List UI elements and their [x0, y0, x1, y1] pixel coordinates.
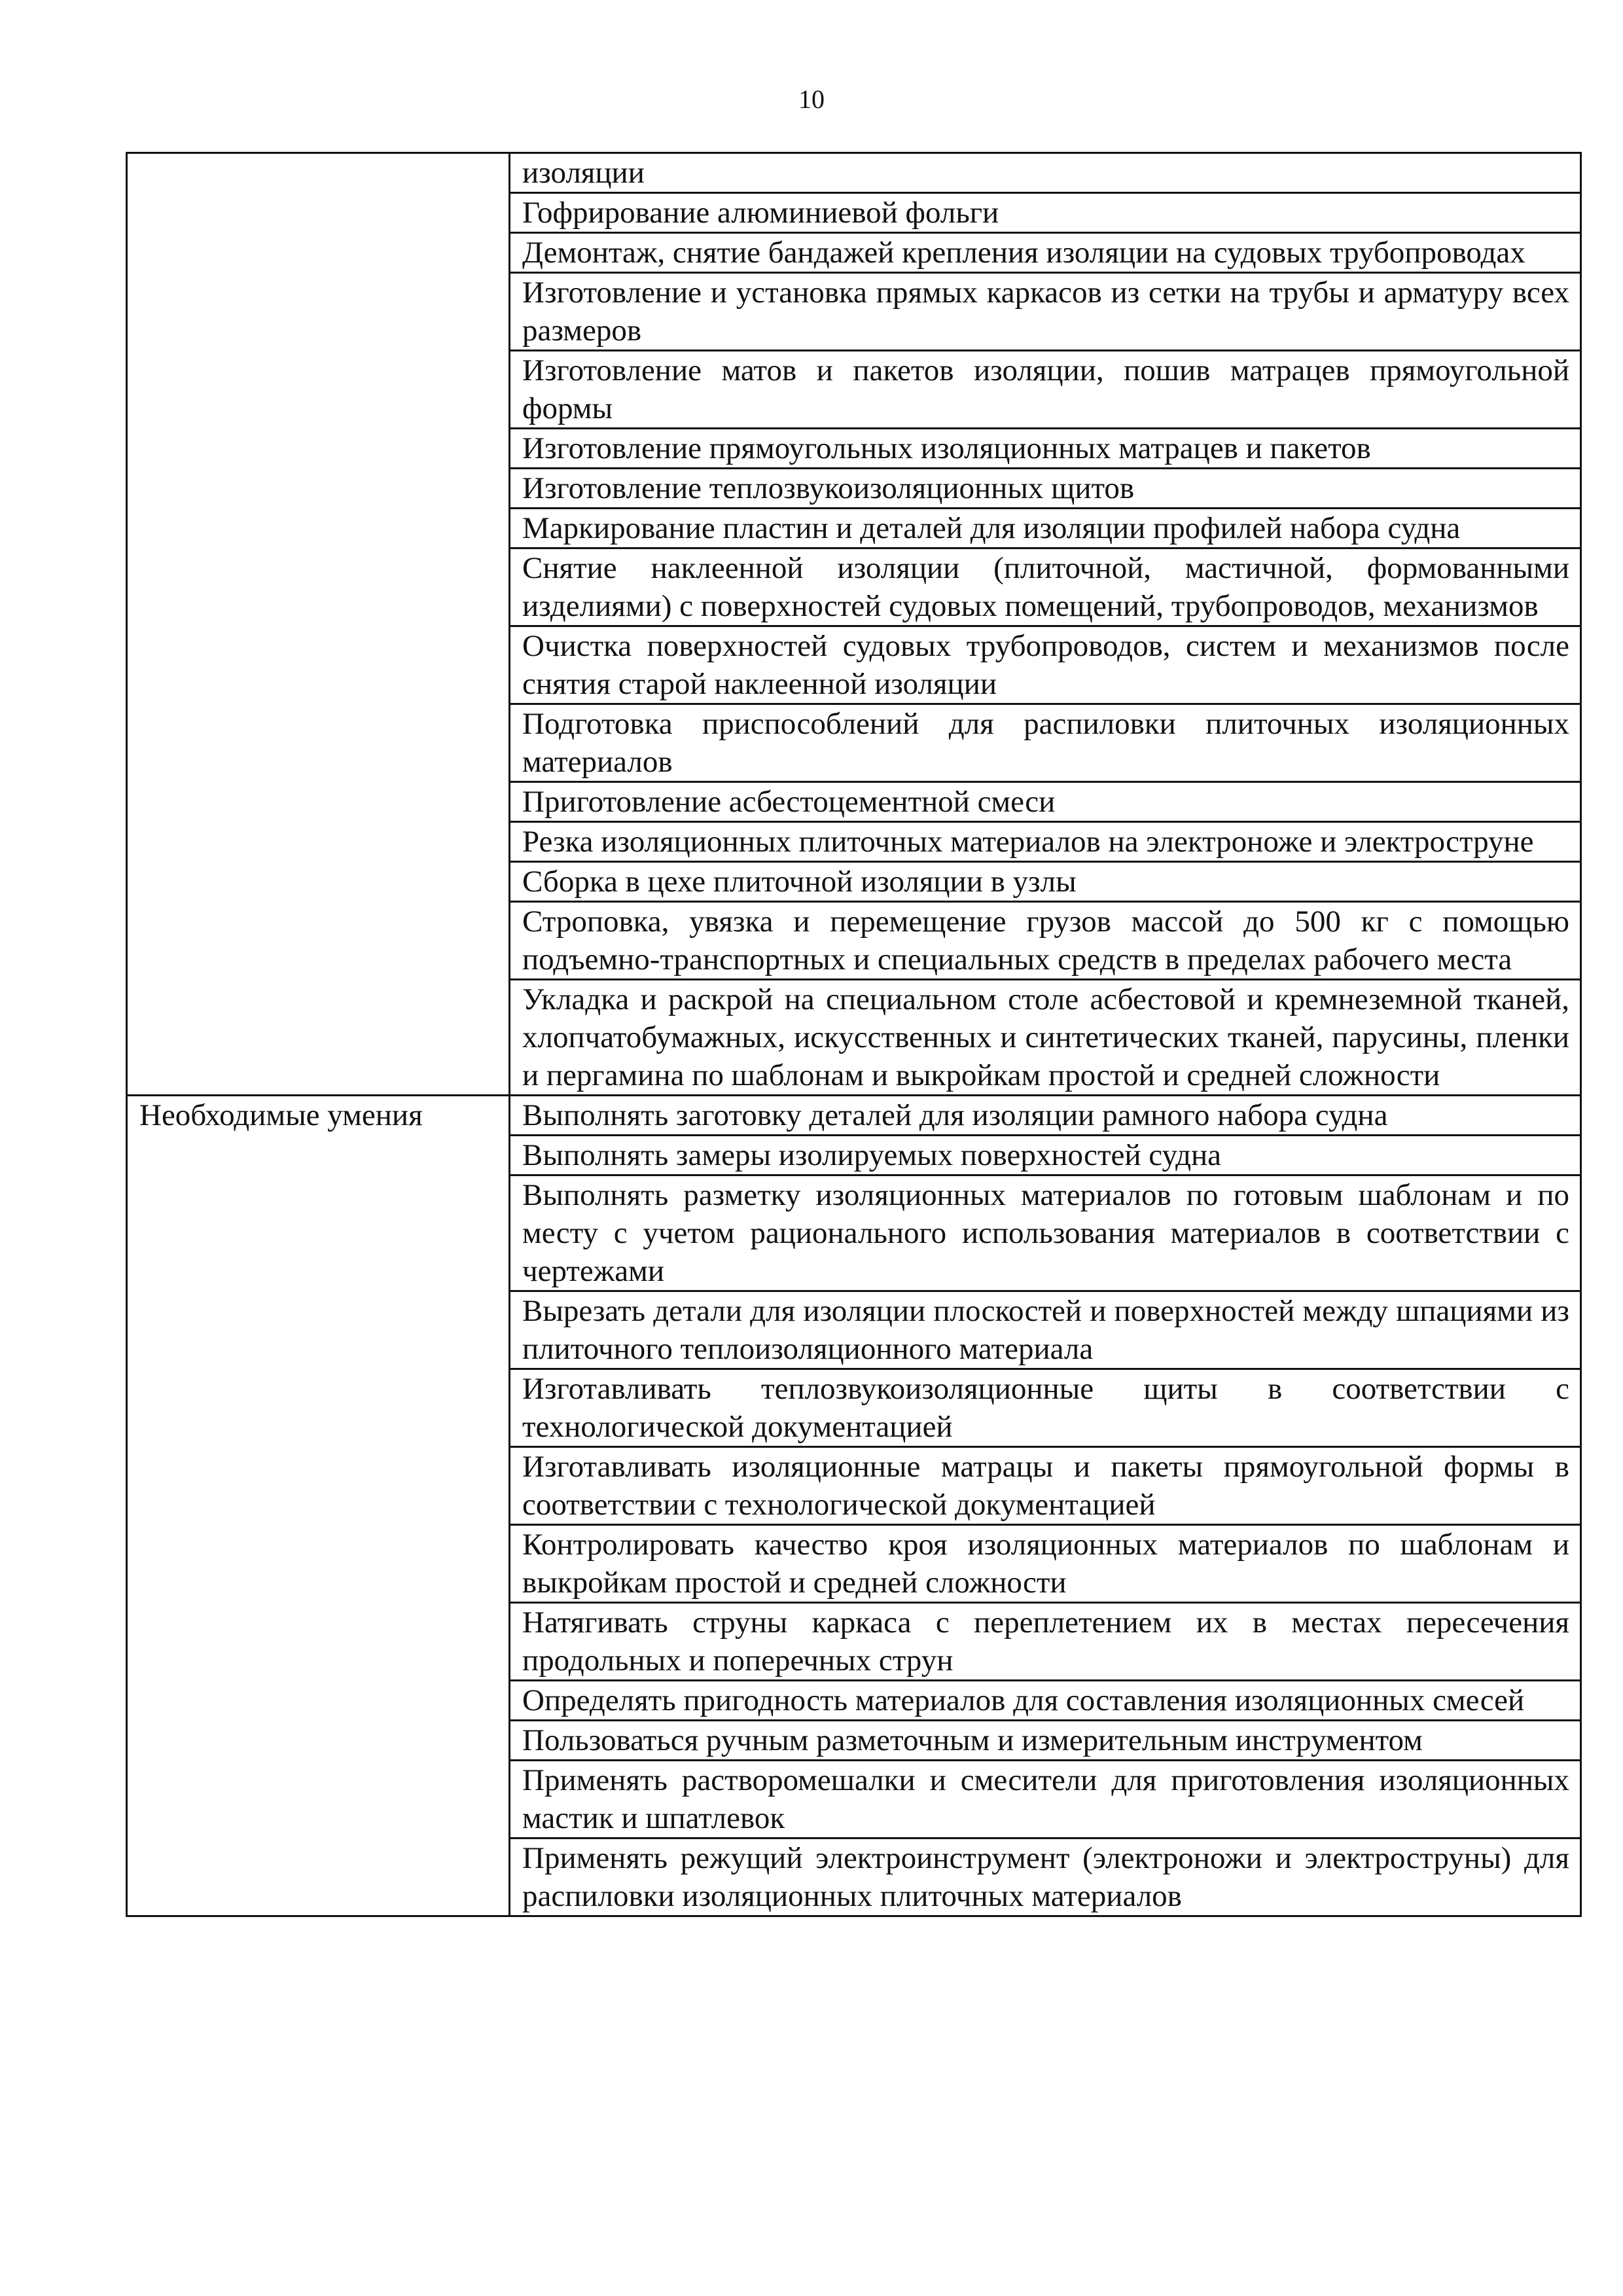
table-cell-item: Подготовка приспособлений для распиловки плиточных изоляционных материалов: [510, 704, 1581, 782]
table-cell-item: Применять режущий электроинструмент (электроножи и электроструны) для распиловки изоляционных плиточных материалов: [510, 1839, 1581, 1916]
table-cell-item: Сборка в цехе плиточной изоляции в узлы: [510, 862, 1581, 902]
table-cell-item: Контролировать качество кроя изоляционных материалов по шаблонам и выкройкам простой и средней сложности: [510, 1525, 1581, 1603]
table-cell-item: Очистка поверхностей судовых трубопроводов, систем и механизмов после снятия старой наклеенной изоляции: [510, 626, 1581, 704]
table-cell-item: Снятие наклеенной изоляции (плиточной, мастичной, формованными изделиями) с поверхностей судовых помещений, трубопроводов, механизмов: [510, 548, 1581, 626]
table-cell-item: Выполнять разметку изоляционных материалов по готовым шаблонам и по месту с учетом рационального использования материалов в соответствии с чертежами: [510, 1175, 1581, 1291]
table-cell-item: Гофрирование алюминиевой фольги: [510, 193, 1581, 233]
table-cell-item: Резка изоляционных плиточных материалов на электроноже и электроструне: [510, 822, 1581, 862]
table-body: [127, 153, 1581, 1916]
table-cell-item: Изготовление и установка прямых каркасов из сетки на трубы и арматуру всех размеров: [510, 273, 1581, 351]
table-cell-item: Выполнять замеры изолируемых поверхностей судна: [510, 1136, 1581, 1175]
table-cell-item: Демонтаж, снятие бандажей крепления изоляции на судовых трубопроводах: [510, 233, 1581, 273]
table-cell-item: Пользоваться ручным разметочным и измерительным инструментом: [510, 1721, 1581, 1761]
table-cell-item: Натягивать струны каркаса с переплетением их в местах пересечения продольных и поперечных струн: [510, 1603, 1581, 1681]
table-cell-item: Применять растворомешалки и смесители для приготовления изоляционных мастик и шпатлевок: [510, 1761, 1581, 1839]
table-cell-item: Выполнять заготовку деталей для изоляции рамного набора судна: [510, 1096, 1581, 1136]
table-cell-item: Определять пригодность материалов для составления изоляционных смесей: [510, 1681, 1581, 1721]
table-cell-item: Строповка, увязка и перемещение грузов массой до 500 кг с помощью подъемно-транспортных и специальных средств в пределах рабочего места: [510, 902, 1581, 980]
table-cell-item: Изготавливать изоляционные матрацы и пакеты прямоугольной формы в соответствии с технологической документацией: [510, 1447, 1581, 1525]
requirements-table: [126, 152, 1582, 1917]
table-row: [127, 1096, 1581, 1136]
table-cell-item: Вырезать детали для изоляции плоскостей и поверхностей между шпациями из плиточного теплоизоляционного материала: [510, 1291, 1581, 1369]
table-cell-item: Изготавливать теплозвукоизоляционные щиты в соответствии с технологической документацией: [510, 1369, 1581, 1447]
table-cell-item: Изготовление теплозвукоизоляционных щитов: [510, 469, 1581, 509]
table-cell-item: изоляции: [510, 153, 1581, 193]
table-cell-item: Изготовление прямоугольных изоляционных матрацев и пакетов: [510, 429, 1581, 469]
table-cell-item: Маркирование пластин и деталей для изоляции профилей набора судна: [510, 509, 1581, 548]
table-cell-item: Изготовление матов и пакетов изоляции, пошив матрацев прямоугольной формы: [510, 351, 1581, 429]
table-cell-item: Укладка и раскрой на специальном столе асбестовой и кремнеземной тканей, хлопчатобумажных, искусственных и синтетических тканей, парусины, пленки и пергамина по шаблонам и выкройкам простой и средней сложности: [510, 980, 1581, 1096]
table-cell-item: Приготовление асбестоцементной смеси: [510, 782, 1581, 822]
page-number: 10: [798, 84, 825, 114]
section-label-empty: [127, 153, 510, 1096]
section-label-skills: Необходимые умения: [127, 1096, 510, 1916]
table-row: [127, 153, 1581, 193]
